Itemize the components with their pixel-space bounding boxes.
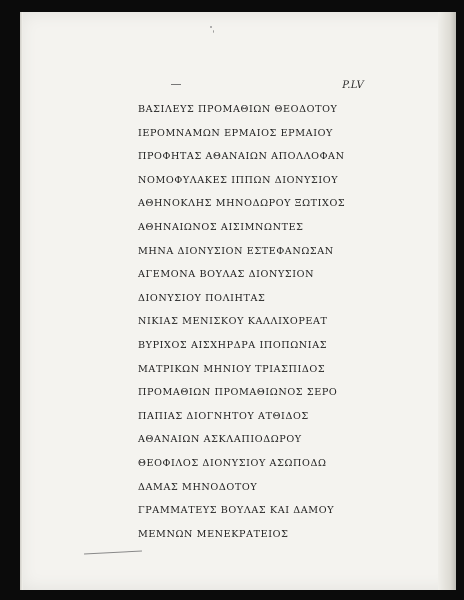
inscription-line: ΠΡΟΜΑΘΙΩΝ ΠΡΟΜΑΘΙΩΝΟΣ ΣΕΡΟ [138, 387, 338, 399]
inscription-line: ΠΑΠΙΑΣ ΔΙΟΓΝΗΤΟΥ ΑΤΘΙΔΟΣ [138, 410, 309, 422]
page-number: P.LV [342, 80, 364, 91]
paper-speck [213, 30, 214, 33]
inscription-line: ΑΘΗΝΟΚΛΗΣ ΜΗΝΟΔΩΡΟΥ ΞΩΤΙΧΟΣ [138, 198, 346, 210]
inscription-line: ΔΑΜΑΣ ΜΗΝΟΔΟΤΟΥ [138, 481, 258, 493]
inscription-line: ΘΕΟΦΙΛΟΣ ΔΙΟΝΥΣΙΟΥ ΑΣΩΠΟΔΩ [138, 457, 327, 469]
inscription-line: ΝΙΚΙΑΣ ΜΕΝΙΣΚΟΥ ΚΑΛΛΙΧΟΡΕΑΤ [138, 316, 328, 328]
page-gutter [20, 12, 23, 590]
inscription-line: ΜΗΝΑ ΔΙΟΝΥΣΙΟΝ ΕΣΤΕΦΑΝΩΣΑΝ [138, 245, 334, 257]
paper-speck [210, 26, 212, 28]
header-dash [171, 84, 181, 85]
manuscript-page [20, 12, 456, 590]
inscription-line: ΠΡΟΦΗΤΑΣ ΑΘΑΝΑΙΩΝ ΑΠΟΛΛΟΦΑΝ [138, 151, 345, 163]
inscription-line: ΒΑΣΙΛΕΥΣ ΠΡΟΜΑΘΙΩΝ ΘΕΟΔΟΤΟΥ [138, 104, 338, 115]
inscription-line: ΙΕΡΟΜΝΑΜΩΝ ΕΡΜΑΙΟΣ ΕΡΜΑΙΟΥ [138, 127, 333, 139]
inscription-line: ΒΥΡΙΧΟΣ ΑΙΣΧΗΡΔΡΑ ΙΠΟΠΩΝΙΑΣ [138, 339, 328, 351]
inscription-line: ΜΕΜΝΩΝ ΜΕΝΕΚΡΑΤΕΙΟΣ [138, 528, 289, 540]
inscription-line: ΓΡΑΜΜΑΤΕΥΣ ΒΟΥΛΑΣ ΚΑΙ ΔΑΜΟΥ [138, 505, 335, 517]
inscription-line: ΜΑΤΡΙΚΩΝ ΜΗΝΙΟΥ ΤΡΙΑΣΠΙΔΟΣ [138, 363, 326, 375]
inscription-line: ΑΘΑΝΑΙΩΝ ΑΣΚΛΑΠΙΟΔΩΡΟΥ [138, 434, 302, 446]
inscription-line: ΑΓΕΜΟΝΑ ΒΟΥΛΑΣ ΔΙΟΝΥΣΙΟΝ [138, 269, 315, 281]
inscription-line: ΔΙΟΝΥΣΙΟΥ ΠΟΛΙΗΤΑΣ [138, 292, 266, 304]
inscription-text-block [138, 98, 398, 546]
page-fold-edge [438, 12, 456, 590]
pen-stroke-mark [84, 550, 142, 554]
inscription-line: ΝΟΜΟΦΥΛΑΚΕΣ ΙΠΠΩΝ ΔΙΟΝΥΣΙΟΥ [138, 174, 339, 186]
inscription-line: ΑΘΗΝΑΙΩΝΟΣ ΑΙΣΙΜΝΩΝΤΕΣ [138, 221, 304, 233]
